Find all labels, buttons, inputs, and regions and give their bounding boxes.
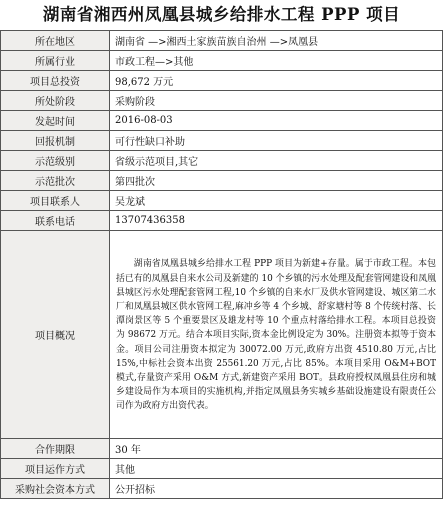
field-label-term: 合作期限	[1, 439, 110, 459]
table-row	[1, 31, 443, 51]
field-value-demo-level: 省级示范项目,其它	[110, 151, 443, 171]
field-label-procurement-method: 采购社会资本方式	[1, 479, 110, 499]
field-label-stage: 所处阶段	[1, 91, 110, 111]
field-value-procurement-method: 公开招标	[110, 479, 443, 499]
field-value-stage: 采购阶段	[110, 91, 443, 111]
table-row	[1, 51, 443, 71]
table-row	[1, 459, 443, 479]
table-row	[1, 439, 443, 459]
field-label-demo-level: 示范级别	[1, 151, 110, 171]
field-value-demo-batch: 第四批次	[110, 171, 443, 191]
table-row	[1, 91, 443, 111]
table-row	[1, 479, 443, 499]
table-row	[1, 171, 443, 191]
field-value-operation-mode: 其他	[110, 459, 443, 479]
table-row	[1, 71, 443, 91]
project-info-table	[0, 30, 443, 499]
field-value-start-date: 2016-08-03	[110, 111, 443, 131]
field-label-start-date: 发起时间	[1, 111, 110, 131]
field-value-overview: 湖南省凤凰县城乡给排水工程 PPP 项目为新建+存量。属于市政工程。本包括已有的凤凰县自来水公司及新建的 10 个乡镇的污水处理及配套管网建设和凤凰县城区污水处理配套管网工程,10 个乡镇的自来水厂及供水管网建设、城区第二水厂和凤凰县城区供水管网工程,麻冲乡等 4 个乡城、舒家塘村等 8 个传统村落、长潭岗景区等 5 个重要景区及雄龙村等 10 个重点村落给排水工程。本项目总投资为 98672 万元。结合本项目实际,资本金比例设定为 30%。注册资本拟等于资本金。项目公司注册资本拟定为 30072.00 万元,政府方出资 4510.80 万元,占比 15%,中标社会资本出资 25561.20 万元,占比 85%。本项目采用 O&M+BOT 模式,存量资产采用 O&M 方式,新建资产采用 BOT。县政府授权凤凰县住房和城乡建设局作为本项目的实施机构,并指定凤凰县务实城乡基础设施建设有限责任公司作为政府方出资代表。	[110, 231, 443, 439]
field-value-phone: 13707436358	[110, 211, 443, 231]
table-row	[1, 111, 443, 131]
field-value-industry: 市政工程—>其他	[110, 51, 443, 71]
field-value-term: 30 年	[110, 439, 443, 459]
table-row	[1, 231, 443, 439]
field-label-industry: 所属行业	[1, 51, 110, 71]
page-title: 湖南省湘西州凤凰县城乡给排水工程 PPP 项目	[42, 5, 401, 24]
field-label-phone: 联系电话	[1, 211, 110, 231]
table-row	[1, 211, 443, 231]
field-label-contact: 项目联系人	[1, 191, 110, 211]
field-value-total-investment: 98,672 万元	[110, 71, 443, 91]
field-value-contact: 吴龙斌	[110, 191, 443, 211]
table-row	[1, 191, 443, 211]
field-label-demo-batch: 示范批次	[1, 171, 110, 191]
field-label-total-investment: 项目总投资	[1, 71, 110, 91]
field-label-return-mechanism: 回报机制	[1, 131, 110, 151]
field-value-region: 湖南省 —>湘西土家族苗族自治州 —>凤凰县	[110, 31, 443, 51]
field-label-overview: 项目概况	[1, 231, 110, 439]
field-value-return-mechanism: 可行性缺口补助	[110, 131, 443, 151]
table-row	[1, 131, 443, 151]
field-label-operation-mode: 项目运作方式	[1, 459, 110, 479]
table-row	[1, 151, 443, 171]
field-label-region: 所在地区	[1, 31, 110, 51]
